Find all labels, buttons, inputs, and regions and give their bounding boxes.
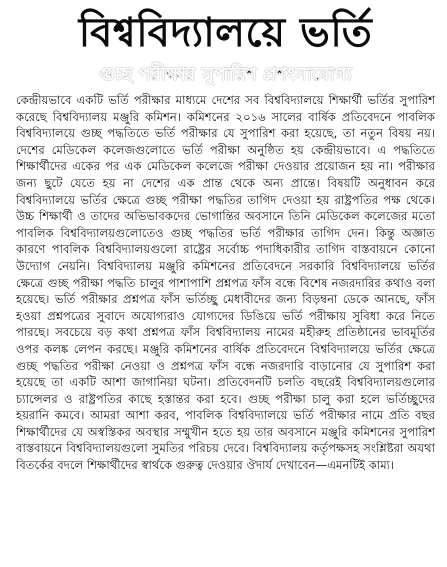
article-body: কেন্দ্রীয়ভাবে একটি ভর্তি পরীক্ষার মাধ্যমে দেশের সব বিশ্ববিদ্যালয়ে শিক্ষার্থী ভর্তির সুপারিশ করেছে বিশ্ববিদ্যালয় মঞ্জুরি কমিশন। কমিশনের ২০১৬ সালের বার্ষিক প্রতিবেদনে পাবলিক বিশ্ববিদ্যালয়ে গুচ্ছ পদ্ধতিতে ভর্তি পরীক্ষার যে সুপারিশ করা হয়েছে, তা নতুন বিষয় নয়। দেশের মেডিকেল কলেজগুলোতে ভর্তি পরীক্ষা অনুষ্ঠিত হয় কেন্দ্রীয়ভাবে। এ পদ্ধতিতে শিক্ষার্থীদের একের পর এক মেডিকেল কলেজে পরীক্ষা দেওয়ার প্রয়োজন হয় না। পরীক্ষার জন্য ছুটে যেতে হয় না দেশের এক প্রান্ত থেকে অন্য প্রান্তে। বিষয়টি অনুধাবন করে বিশ্ববিদ্যালয়ে ভর্তির ক্ষেত্রে গুচ্ছ পরীক্ষা পদ্ধতির তাগিদ দেওয়া হয় রাষ্ট্রপতির পক্ষ থেকে। উচ্চ শিক্ষার্থী ও তাদের অভিভাবকদের ভোগান্তির অবসানে তিনি মেডিকেল কলেজের মতো পাবলিক বিশ্ববিদ্যালয়গুলোতেও গুচ্ছ পদ্ধতির ভর্তি পরীক্ষার তাগিদ দেন। কিন্তু অজ্ঞাত কারণে পাবলিক বিশ্ববিদ্যালয়গুলো রাষ্ট্রের সর্বোচ্চ পদাধিকারীর তাগিদ বাস্তবায়নে কোনো উদ্যোগ নেয়নি। বিশ্ববিদ্যালয় মঞ্জুরি কমিশনের প্রতিবেদনে সরকারি বিশ্ববিদ্যালয়ে ভর্তির ক্ষেত্রে গুচ্ছ পরীক্ষা পদ্ধতি চালুর পাশাপাশি প্রশ্নপত্র ফাঁস বন্ধে বিশেষ নজরদারির কথাও বলা হয়েছে। ভর্তি পরীক্ষার প্রশ্নপত্র ফাঁস ভর্তিচ্ছু মেধাবীদের জন্য বিড়ম্বনা ডেকে আনছে, ফাঁস হওয়া প্রশ্নপত্রের সুবাদে অযোগ্যরাও যোগ্যদের ডিঙিয়ে ভর্তি পরীক্ষায় সুবিধা করে নিতে পারছে। সবচেয়ে বড় কথা প্রশ্নপত্র ফাঁস বিশ্ববিদ্যালয় নামের মহীরুহ প্রতিষ্ঠানের ভাবমূর্তির ওপর কলঙ্ক লেপন করছে। মঞ্জুরি কমিশনের বার্ষিক প্রতিবেদনে বিশ্ববিদ্যালয়ে ভর্তির ক্ষেত্রে গুচ্ছ পদ্ধতির পরীক্ষা নেওয়া ও প্রশ্নপত্র ফাঁস বন্ধে নজরদারি বাড়ানোর যে সুপারিশ করা হয়েছে তা একটি আশা জাগানিয়া ঘটনা। প্রতিবেদনটি চলতি বছরেই বিশ্ববিদ্যালয়গুলোর চ্যান্সেলর ও রাষ্ট্রপতির কাছে হস্তান্তর করা হবে। গুচ্ছ পরীক্ষা চালু করা হলে ভর্তিচ্ছুদের হয়রানি কমবে। আমরা আশা করব, পাবলিক বিশ্ববিদ্যালয়ে ভর্তি পরীক্ষার নামে প্রতি বছর শিক্ষার্থীদের যে অস্বস্তিকর অবস্থার সম্মুখীন হতে হয় তার অবসানে মঞ্জুরি কমিশনের সুপারিশ বাস্তবায়নে বিশ্ববিদ্যালয়গুলো সুমতির পরিচয় দেবে। বিশ্ববিদ্যালয় কর্তৃপক্ষসহ সংশ্লিষ্টরা অযথা বিতর্কের বদলে শিক্ষার্থীদের স্বার্থকে গুরুত্ব দেওয়ার ঔদার্য দেখাবেন—এমনটিই কাম্য। (16, 93, 435, 473)
headline: বিশ্ববিদ্যালয়ে ভর্তি (78, 10, 373, 56)
subheadline: গুচ্ছ পরীক্ষার সুপারিশ প্রশংসাযোগ্য (99, 64, 352, 85)
